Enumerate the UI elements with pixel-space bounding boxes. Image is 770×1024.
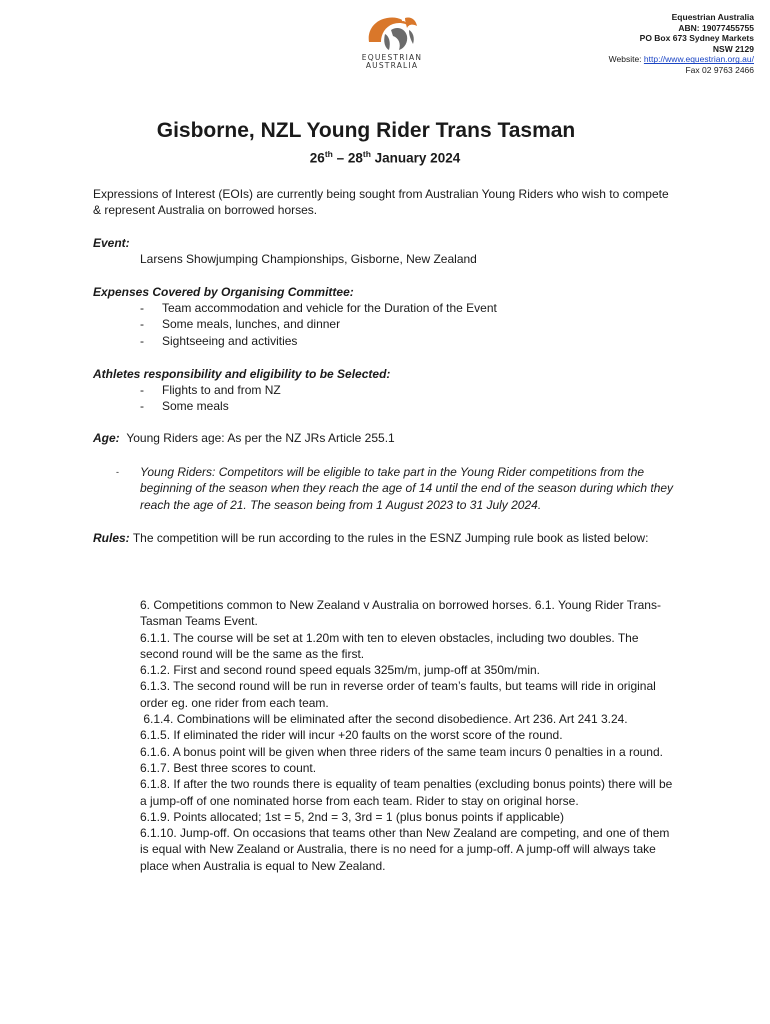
equestrian-australia-logo	[356, 12, 428, 76]
list-item: - Flights to and from NZ	[140, 383, 281, 397]
rule-line-6-1-6: 6.1.6. A bonus point will be given when three riders of the same team incurs 0 penalties in a round.	[140, 744, 663, 759]
rule-line-6-1-10: 6.1.10. Jump-off. On occasions that teams other than New Zealand are competing, and one of them is equal with New Zealand or Australia, there is no need for a jump-off. A jump-off will always take place when Australia is equal to New Zealand.	[140, 826, 670, 873]
rule-line-6: 6. Competitions common to New Zealand v Australia on borrowed horses. 6.1. Young Rider Trans-Tasman Teams Event.	[140, 598, 661, 629]
org-name: Equestrian Australia	[671, 12, 754, 22]
intro-paragraph: Expressions of Interest (EOIs) are currently being sought from Australian Young Riders who wish to compete & represent Australia on borrowed horses.	[93, 187, 669, 218]
expense-item-1: Team accommodation and vehicle for the Duration of the Event	[162, 301, 497, 315]
date-end-suffix: th	[362, 149, 371, 159]
rule-line-6-1-9: 6.1.9. Points allocated; 1st = 5, 2nd = 3, 3rd = 1 (plus bonus points if applicable)	[140, 809, 564, 824]
website-link[interactable]: http://www.equestrian.org.au/	[643, 54, 754, 65]
age-value: Young Riders age: As per the NZ JRs Article 255.1	[126, 431, 395, 445]
logo-text-line-2: AUSTRALIA	[365, 61, 419, 70]
organisation-details	[609, 12, 754, 76]
list-item: - Team accommodation and vehicle for the Duration of the Event	[140, 301, 497, 315]
document-title: Gisborne, NZL Young Rider Trans Tasman	[156, 119, 576, 142]
note-dash: -	[116, 467, 119, 477]
young-riders-note: Young Riders: Competitors will be eligible to take part in the Young Rider competitions from the beginning of the season when they reach the age of 14 until the end of the season during which they reach the age of 21. The season being from 1 August 2023 to 31 July 2024.	[140, 465, 674, 512]
event-label: Event:	[93, 236, 130, 250]
list-item: - Some meals	[140, 399, 229, 414]
org-state: NSW 2129	[712, 43, 754, 54]
event-dates	[0, 149, 770, 166]
expense-item-2: Some meals, lunches, and dinner	[162, 317, 341, 332]
rule-line-6-1-7: 6.1.7. Best three scores to count.	[140, 760, 317, 775]
age-label: Age:	[93, 431, 120, 445]
rule-line-6-1-4: 6.1.4. Combinations will be eliminated after the second disobedience. Art 236. Art 241 3.24.	[140, 712, 628, 727]
expenses-list	[140, 300, 700, 349]
expense-item-3: Sightseeing and activities	[162, 333, 298, 348]
age-line	[93, 430, 693, 446]
rule-line-6-1-1: 6.1.1. The course will be set at 1.20m with ten to eleven obstacles, including two doubles. The second round will be the same as the first.	[140, 630, 639, 661]
org-abn: ABN: 19077455755	[678, 22, 754, 33]
date-month-year: January 2024	[370, 150, 461, 166]
rule-line-6-1-3: 6.1.3. The second round will be run in reverse order of team’s faults, but teams will ride in original order eg. one rider from each team.	[140, 679, 656, 710]
date-start-suffix: th	[324, 149, 333, 159]
rule-line-6-1-8: 6.1.8. If after the two rounds there is equality of team penalties (excluding bonus points) there will be a jump-off of one nominated horse from each team. Rider to stay on original horse.	[140, 777, 673, 808]
athletes-label: Athletes responsibility and eligibility to be Selected:	[93, 367, 391, 381]
date-start-day: 26	[309, 150, 325, 166]
athlete-item-1: Flights to and from NZ	[162, 383, 281, 397]
expenses-label: Expenses Covered by Organising Committee:	[93, 285, 354, 299]
rule-line-6-1-5: 6.1.5. If eliminated the rider will incur +20 faults on the worst score of the round.	[140, 728, 563, 743]
website-label: Website:	[608, 54, 644, 65]
org-website	[609, 54, 754, 65]
rule-line-6-1-2: 6.1.2. First and second round speed equals 325m/m, jump-off at 350m/min.	[140, 663, 540, 678]
rules-intro	[93, 530, 658, 546]
org-po-box: PO Box 673 Sydney Markets	[639, 33, 754, 44]
date-range: – 28	[332, 150, 363, 166]
list-item: - Some meals, lunches, and dinner	[140, 317, 341, 332]
athlete-item-2: Some meals	[162, 399, 229, 414]
rules-label: Rules:	[93, 531, 130, 545]
horse-logo-icon	[361, 12, 423, 54]
org-fax: Fax 02 9763 2466	[685, 64, 754, 75]
rules-value: The competition will be run according to the rules in the ESNZ Jumping rule book as listed below:	[132, 531, 649, 545]
rules-list	[140, 597, 680, 874]
list-item: - Sightseeing and activities	[140, 333, 298, 348]
athletes-list	[140, 382, 700, 415]
event-value: Larsens Showjumping Championships, Gisborne, New Zealand	[140, 252, 477, 266]
logo-text-line-1: EQUESTRIAN	[361, 53, 423, 62]
